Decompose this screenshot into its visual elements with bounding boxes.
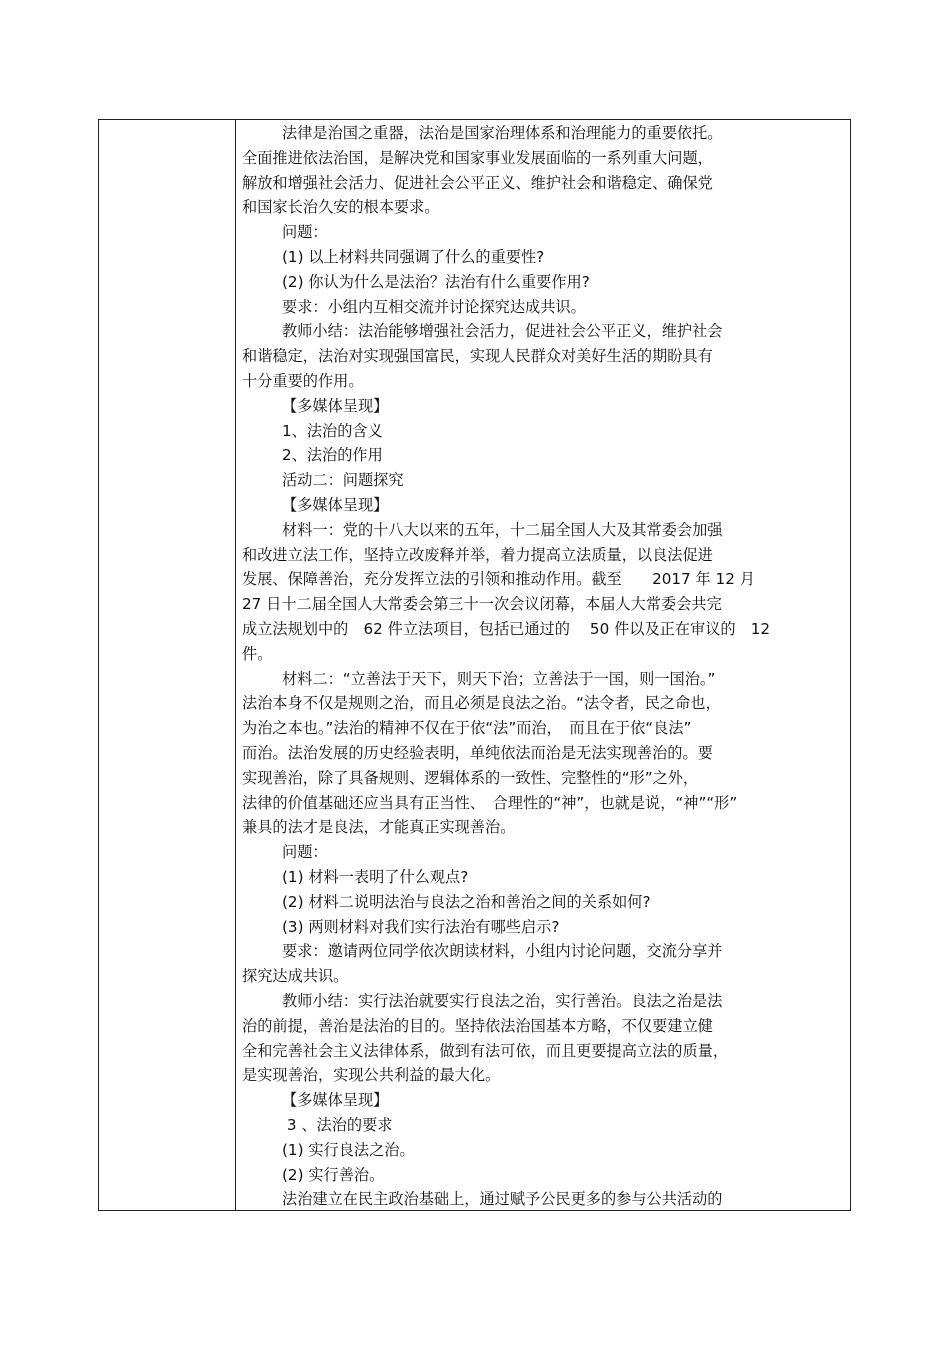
text-line: 解放和增强社会活力、促进社会公平正义、维护社会和谐稳定、确保党 <box>242 173 713 192</box>
text-line: 治的前提，善治是法治的目的。坚持依法治国基本方略，不仅要建立健 <box>242 1016 713 1035</box>
lesson-table <box>98 119 851 1211</box>
table-left-cell <box>99 120 236 1210</box>
text-line: 问题： <box>282 843 328 862</box>
text-line: 问题： <box>282 223 328 242</box>
text-line: (2) 你认为什么是法治？法治有什么重要作用? <box>282 272 590 291</box>
text-line: 法律的价值基础还应当具有正当性、 合理性的“神”，也就是说，“神”“形” <box>242 793 738 812</box>
text-line: 2、法治的作用 <box>282 446 383 465</box>
text-line: 是实现善治，实现公共利益的最大化。 <box>242 1066 501 1085</box>
text-line: 【多媒体呈现】 <box>282 396 389 415</box>
text-line: 和改进立法工作，坚持立改废释并举，着力提高立法质量，以良法促进 <box>242 545 713 564</box>
text-line: 1、法治的含义 <box>282 421 383 440</box>
text-line: 件。 <box>242 644 273 663</box>
text-line: 教师小结：法治能够增强社会活力，促进社会公平正义，维护社会 <box>282 322 723 341</box>
text-line: 和国家长治久安的根本要求。 <box>242 198 440 217</box>
text-line: 全面推进依法治国，是解决党和国家事业发展面临的一系列重大问题， <box>242 148 713 167</box>
text-line: 27 日十二届全国人大常委会第三十一次会议闭幕，本届人大常委会共完 <box>242 595 722 614</box>
text-line: (2) 材料二说明法治与良法之治和善治之间的关系如何? <box>282 892 651 911</box>
text-line: 教师小结：实行法治就要实行良法之治，实行善治。良法之治是法 <box>282 992 723 1010</box>
text-line: 发展、保障善治，充分发挥立法的引领和推动作用。截至 2017 年 12 月 <box>242 570 755 589</box>
text-line: 材料二：“立善法于天下，则天下治；立善法于一国，则一国治。” <box>282 669 716 688</box>
text-line: 十分重要的作用。 <box>242 372 364 390</box>
table-content-cell <box>236 120 850 1210</box>
text-line: 全和完善社会主义法律体系，做到有法可依，而且更要提高立法的质量， <box>242 1041 728 1060</box>
text-line: 为治之本也。”法治的精神不仅在于依“法”而治， 而且在于依“良法” <box>242 719 692 738</box>
text-line: 实现善治，除了具备规则、逻辑体系的一致性、完整性的“形”之外， <box>242 768 699 787</box>
text-line: 和谐稳定，法治对实现强国富民，实现人民群众对美好生活的期盼具有 <box>242 347 713 366</box>
text-line: (2) 实行善治。 <box>282 1165 385 1184</box>
text-line: 【多媒体呈现】 <box>282 1091 389 1110</box>
text-line: 要求：邀请两位同学依次朗读材料，小组内讨论问题，交流分享并 <box>282 942 723 961</box>
text-line: 而治。法治发展的历史经验表明，单纯依法而治是无法实现善治的。要 <box>242 744 713 762</box>
text-line: (3) 两则材料对我们实行法治有哪些启示? <box>282 917 560 936</box>
text-line: 材料一：党的十八大以来的五年，十二届全国人大及其常委会加强 <box>282 520 723 539</box>
text-line: (1) 实行良法之治。 <box>282 1140 415 1159</box>
text-line: 法治建立在民主政治基础上，通过赋予公民更多的参与公共活动的 <box>282 1190 723 1209</box>
text-line: 法治本身不仅是规则之治，而且必须是良法之治。“法令者，民之命也， <box>242 694 721 713</box>
text-line: 【多媒体呈现】 <box>282 496 389 514</box>
text-line: 兼具的法才是良法，才能真正实现善治。 <box>242 818 516 837</box>
text-line: 成立法规划中的 62 件立法项目，包括已通过的 50 件以及正在审议的 12 <box>242 620 771 638</box>
text-line: 3 、法治的要求 <box>282 1116 393 1134</box>
text-line: (1) 材料一表明了什么观点? <box>282 868 469 886</box>
text-line: 要求：小组内互相交流并讨论探究达成共识。 <box>282 297 586 316</box>
text-line: 探究达成共识。 <box>242 967 349 986</box>
text-line: 活动二：问题探究 <box>282 471 404 490</box>
text-line: (1) 以上材料共同强调了什么的重要性? <box>282 248 545 266</box>
text-line: 法律是治国之重器，法治是国家治理体系和治理能力的重要依托。 <box>282 124 723 142</box>
